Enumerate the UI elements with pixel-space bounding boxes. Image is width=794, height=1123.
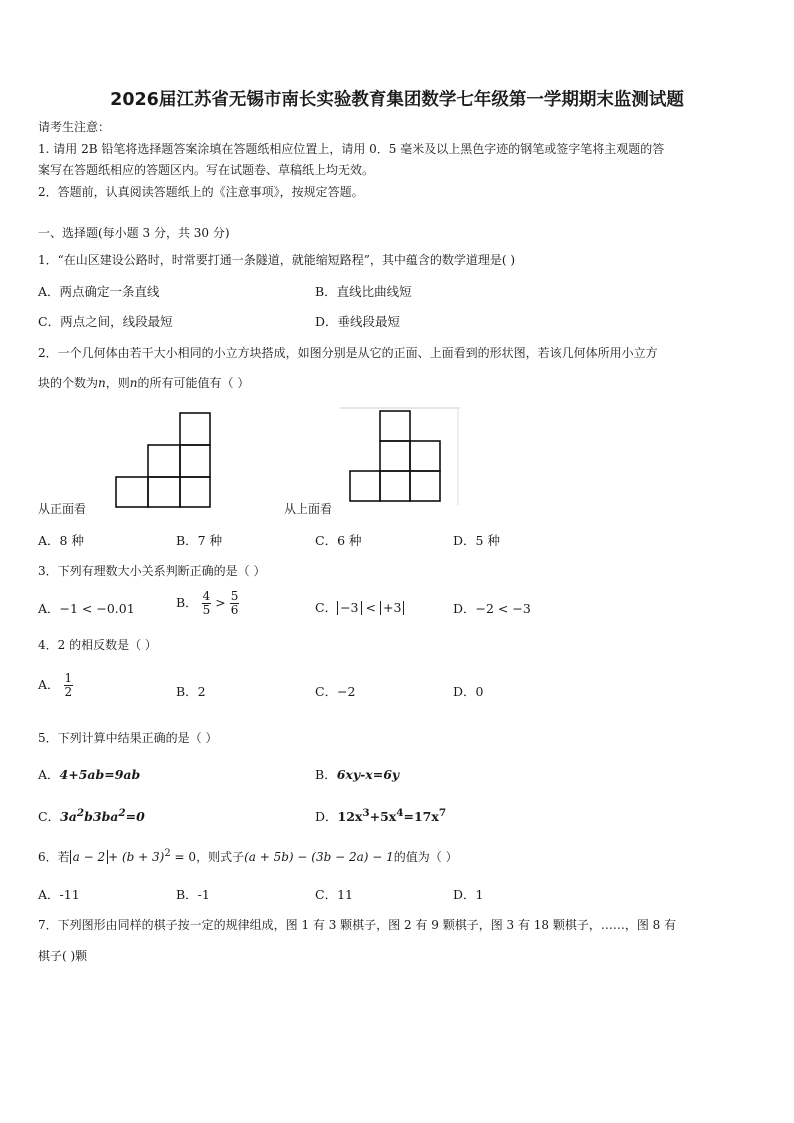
q5-option-b	[315, 765, 399, 783]
q1-option-a: A．两点确定一条直线	[38, 284, 160, 299]
q3-abs-left: −3	[337, 601, 361, 615]
q6-square-exponent: 2	[164, 848, 171, 859]
q5-option-c	[38, 807, 145, 825]
q3-stem: 3．下列有理数大小关系判断正确的是（ ）	[38, 564, 266, 578]
notice-heading: 请考生注意：	[38, 120, 111, 134]
q2-variable-n: n	[98, 376, 106, 390]
q3-option-c-label: C．	[315, 600, 338, 615]
q3-option-d-expr: −2 < −3	[475, 601, 531, 616]
q2-variable-n-2: n	[129, 376, 138, 390]
q2-option-d: D．5 种	[453, 533, 500, 548]
q1-stem: 1．“在山区建设公路时，时常要打通一条隧道，就能缩短路程”，其中蕴含的数学道理是( )	[38, 253, 516, 267]
q4-option-a-label: A．	[38, 677, 60, 692]
q5-option-d	[315, 807, 446, 825]
q4-option-b: B．2	[176, 684, 206, 699]
q6-square-term: + (b + 3)	[108, 850, 165, 864]
q1-option-c: C．两点之间，线段最短	[38, 314, 173, 329]
q6-option-a: A．-11	[38, 887, 80, 902]
q6-stem	[38, 848, 458, 865]
q6-condition-end: = 0	[170, 850, 197, 864]
q2-option-c: C．6 种	[315, 533, 362, 548]
q2-stem-pre: 块的个数为	[38, 376, 99, 390]
top-view-label: 从上面看	[284, 502, 333, 516]
q5-option-a-expr: 4+5ab=9ab	[59, 767, 141, 782]
q5-option-b-label: B．	[315, 767, 337, 782]
notice-item-1-line-2: 案写在答题纸相应的答题区内。写在试题卷、草稿纸上均无效。	[38, 163, 375, 177]
q3-option-a-expr: −1 < −0.01	[59, 601, 135, 616]
q6-stem-pre: 6．若	[38, 850, 70, 864]
q5-option-d-expr: $12x^3+5x^4=17x^7$	[337, 807, 447, 825]
q7-stem-line-1: 7．下列图形由同样的棋子按一定的规律组成，图 1 有 3 颗棋子，图 2 有 9 颗棋子，图 3 有 18 颗棋子，……，图 8 有	[38, 918, 677, 932]
page-title: 2026届江苏省无锡市南长实验教育集团数学七年级第一学期期末监测试题	[110, 90, 684, 110]
notice-item-2: 2．答题前，认真阅读答题纸上的《注意事项》，按规定答题。	[38, 185, 364, 199]
q6-abs-term: a − 2	[70, 850, 108, 864]
q2-option-a: A．8 种	[38, 533, 84, 548]
q5-stem: 5．下列计算中结果正确的是（ ）	[38, 731, 218, 745]
q3-option-c	[315, 598, 404, 616]
q4-stem: 4．2 的相反数是（ ）	[38, 638, 157, 652]
q3-fraction-2: $\frac{5}{6}$	[230, 589, 239, 617]
q2-stem-post: 的所有可能值有（ ）	[137, 376, 250, 390]
q6-option-c: C．11	[315, 887, 353, 902]
q2-stem-line-1: 2．一个几何体由若干大小相同的小立方块搭成，如图分别是从它的正面、上面看到的形状图，若该几何体所用小立方	[38, 346, 658, 360]
notice-item-1-line-1: 1. 请用 2B 铅笔将选择题答案涂填在答题纸相应位置上，请用 0．5 毫米及以上黑色字迹的钢笔或签字笔将主观题的答	[38, 142, 665, 156]
q5-option-c-expr: $3a^2b3ba^2=0$	[60, 807, 145, 825]
q4-option-d: D．0	[453, 684, 484, 699]
q4-fraction: $\frac{1}{2}$	[64, 671, 73, 699]
front-view-figure	[110, 410, 220, 510]
q5-option-a-label: A．	[38, 767, 60, 782]
top-view-figure	[340, 405, 465, 510]
q3-option-b	[176, 590, 239, 617]
q6-expression: (a + 5b) − (3b − 2a) − 1	[244, 850, 394, 864]
q3-option-a-label: A．	[38, 601, 60, 616]
q6-stem-post: 的值为（ ）	[393, 850, 458, 864]
q3-abs-right: +3	[380, 601, 404, 615]
q5-option-b-expr: 6xy-x=6y	[336, 767, 400, 782]
q6-option-b: B．-1	[176, 887, 210, 902]
q3-option-d	[453, 599, 531, 617]
q1-option-d: D．垂线段最短	[315, 314, 401, 329]
q1-option-b: B．直线比曲线短	[315, 284, 412, 299]
q4-option-c-expr: −2	[337, 684, 356, 699]
q3-option-b-label: B．	[176, 595, 198, 610]
q4-option-c	[315, 682, 356, 700]
q3-fraction-1: $\frac{4}{5}$	[202, 589, 211, 617]
q5-option-d-label: D．	[315, 809, 338, 825]
q4-option-a	[38, 672, 73, 699]
q2-option-b: B．7 种	[176, 533, 223, 548]
front-view-label: 从正面看	[38, 502, 87, 516]
q4-option-c-label: C．	[315, 684, 338, 699]
q5-option-c-label: C．	[38, 809, 61, 825]
section-1-heading: 一、选择题(每小题 3 分，共 30 分)	[38, 226, 230, 240]
q3-option-d-label: D．	[453, 601, 476, 616]
q3-option-a	[38, 599, 135, 617]
q7-stem-line-2: 棋子( )颗	[38, 949, 88, 963]
q3-option-b-operator: >	[215, 595, 226, 610]
q2-stem-line-2	[38, 374, 249, 391]
q2-stem-mid: ，则	[105, 376, 130, 390]
q3-option-c-operator: <	[365, 600, 376, 615]
q6-option-d: D．1	[453, 887, 484, 902]
q6-stem-mid: ，则式子	[196, 850, 245, 864]
q5-option-a	[38, 765, 140, 783]
